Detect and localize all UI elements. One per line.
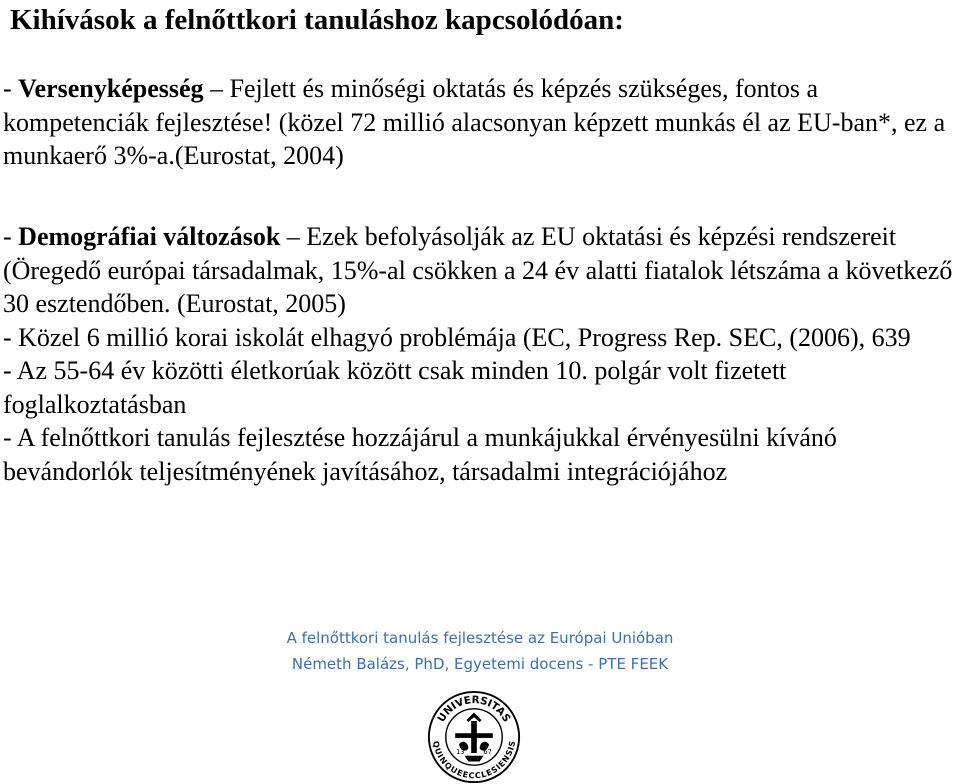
item-prefix: - [3, 74, 19, 103]
competitiveness-text: – Fejlett és minőségi oktatás és képzés szükséges, fontos a kompetenciák fejlesztése! (közel 72 millió alacsonyan képzett munkás él az EU-ban*, ez a munkaerő 3%-a.(Eurostat, 2004) [3, 74, 946, 170]
challenges-list [3, 220, 958, 488]
item-prefix: - [3, 222, 19, 251]
seal-top-text: UNIVERSITAS [435, 694, 513, 725]
demographic-paragraph [3, 220, 958, 321]
demographic-text: – Ezek befolyásolják az EU oktatási és képzési rendszereit (Öregedő európai társadalmak, 15%-al csökken a 24 év alatti fiatalok létszáma a következő 30 esztendőben. (Eurostat, 2005) [3, 222, 953, 318]
seal-bottom-text: QUINQUEECCLESIENSIS [430, 740, 518, 781]
seal-year-left: 13 [456, 747, 465, 756]
university-seal-logo [427, 690, 521, 784]
employment-paragraph: - Az 55-64 év közötti életkorúak között csak minden 10. polgár volt fizetett foglalkoztatásban [3, 356, 787, 419]
seal-year-right: 67 [483, 747, 492, 756]
slide-title: Kihívások a felnőttkori tanuláshoz kapcsolódóan: [10, 4, 624, 36]
footer-title: A felnőttkori tanulás fejlesztése az Európai Unióban [286, 629, 674, 647]
immigrants-paragraph: - A felnőttkori tanulás fejlesztése hozzájárul a munkájukkal érvényesülni kívánó bevándorlók teljesítményének javításához, társadalmi integrációjához [3, 423, 837, 486]
footer-author: Németh Balázs, PhD, Egyetemi docens - PTE FEEK [291, 655, 669, 673]
competitiveness-heading: Versenyképesség [18, 74, 204, 103]
competitiveness-paragraph [3, 72, 958, 173]
dropout-paragraph: - Közel 6 millió korai iskolát elhagyó problémája (EC, Progress Rep. SEC, (2006), 639 [3, 322, 911, 352]
demographic-heading: Demográfiai változások [18, 222, 281, 251]
